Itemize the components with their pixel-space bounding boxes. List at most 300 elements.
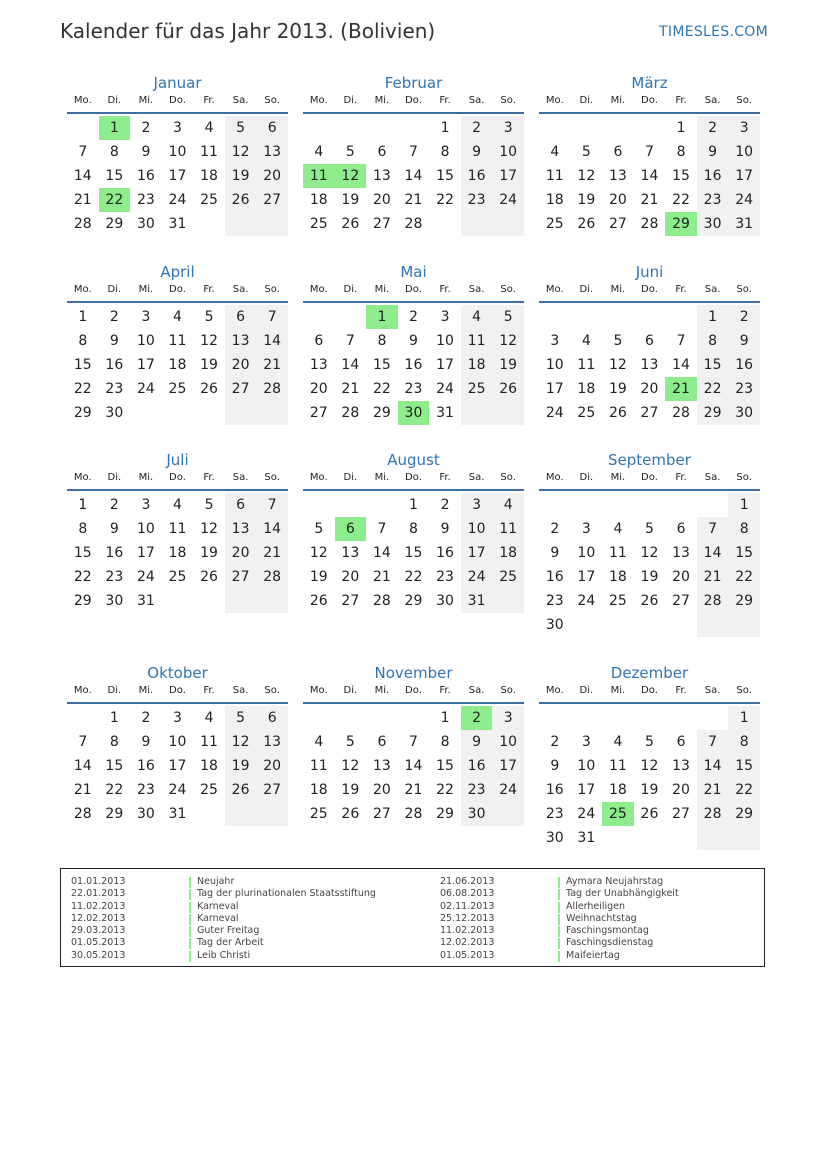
month-name: November	[374, 664, 453, 682]
weekday-label: Di.	[107, 284, 122, 295]
day-cell: 20	[372, 782, 391, 798]
holiday-day-cell: 25	[602, 802, 634, 826]
weekday-label: Mo.	[545, 95, 564, 106]
day-cell: 24	[545, 405, 564, 421]
weekday-label: Di.	[579, 472, 594, 483]
holiday-name: Weihnachtstag	[566, 912, 637, 924]
weekday-label: Mi.	[138, 95, 154, 106]
day-cell: 14	[640, 168, 659, 184]
holiday-marker	[189, 938, 191, 949]
weekday-label: Fr.	[675, 685, 687, 696]
weekday-label: So.	[500, 284, 516, 295]
day-grid	[67, 116, 288, 236]
holiday-marker	[189, 914, 191, 925]
day-cell: 9	[141, 734, 151, 750]
empty-day-cell	[634, 613, 666, 637]
day-cell: 25	[200, 782, 218, 798]
weekday-label: Di.	[579, 284, 594, 295]
page-title: Kalender für das Jahr 2013. (Bolivien)	[60, 19, 436, 43]
day-cell: 13	[225, 329, 257, 353]
empty-day-cell	[665, 305, 697, 329]
day-cell: 10	[492, 730, 524, 754]
day-cell: 1	[728, 706, 760, 730]
day-cell: 5	[345, 144, 355, 160]
holiday-date: 01.01.2013	[71, 876, 126, 887]
weekday-label: Fr.	[675, 472, 687, 483]
day-cell: 1	[78, 497, 88, 513]
day-cell: 19	[492, 353, 524, 377]
empty-day-cell	[728, 826, 760, 850]
weekday-label: Sa.	[468, 472, 485, 483]
day-cell: 10	[577, 758, 596, 774]
day-grid	[303, 305, 524, 425]
day-cell: 4	[173, 497, 182, 513]
weekday-label: So.	[264, 685, 280, 696]
holiday-name: Karneval	[197, 912, 239, 924]
empty-day-cell	[67, 116, 99, 140]
day-cell: 5	[581, 144, 591, 160]
day-cell: 15	[372, 357, 391, 373]
day-cell: 27	[372, 806, 391, 822]
day-cell: 2	[550, 521, 560, 537]
day-cell: 13	[309, 357, 328, 373]
day-cell: 6	[645, 333, 654, 349]
day-cell: 9	[550, 758, 560, 774]
holiday-name: Faschingsmontag	[566, 925, 649, 937]
day-cell: 7	[256, 493, 288, 517]
day-cell: 22	[105, 782, 124, 798]
day-cell: 22	[728, 778, 760, 802]
empty-day-cell	[634, 826, 666, 850]
day-grid	[303, 706, 524, 826]
weekday-label: Fr.	[439, 472, 451, 483]
day-cell: 24	[168, 192, 187, 208]
empty-day-cell	[602, 305, 634, 329]
day-cell: 4	[461, 305, 493, 329]
day-cell: 8	[109, 734, 119, 750]
month-name: Oktober	[147, 664, 208, 682]
holiday-day-cell: 29	[665, 212, 697, 236]
day-cell: 4	[613, 734, 623, 750]
day-cell: 13	[341, 545, 360, 561]
day-cell: 18	[200, 758, 218, 774]
day-cell: 12	[577, 168, 596, 184]
day-cell: 28	[372, 593, 391, 609]
holiday-marker	[558, 877, 560, 888]
day-cell: 14	[697, 754, 729, 778]
day-cell: 20	[640, 381, 659, 397]
day-cell: 29	[728, 802, 760, 826]
day-cell: 8	[409, 521, 418, 537]
holiday-name: Allerheiligen	[566, 900, 626, 912]
day-cell: 17	[168, 168, 187, 184]
day-cell: 3	[581, 521, 591, 537]
day-cell: 20	[341, 569, 360, 585]
month-juni	[539, 261, 760, 425]
month-name: August	[387, 451, 440, 469]
empty-day-cell	[461, 212, 493, 236]
empty-day-cell	[571, 613, 603, 637]
day-cell: 26	[577, 216, 596, 232]
day-cell: 31	[577, 830, 596, 846]
day-cell: 20	[672, 569, 690, 585]
holiday-marker	[189, 902, 191, 913]
day-cell: 2	[461, 116, 493, 140]
empty-day-cell	[634, 305, 666, 329]
day-cell: 2	[141, 710, 151, 726]
day-cell: 13	[672, 545, 690, 561]
day-cell: 2	[550, 734, 560, 750]
holiday-date: 12.02.2013	[440, 937, 495, 949]
month-name: Juni	[635, 263, 664, 281]
day-cell: 7	[256, 305, 288, 329]
day-cell: 20	[309, 381, 328, 397]
holiday-day-cell: 22	[99, 188, 131, 212]
empty-day-cell	[256, 401, 288, 425]
day-cell: 23	[545, 593, 564, 609]
empty-day-cell	[335, 493, 367, 517]
holiday-marker	[558, 902, 560, 913]
day-cell: 15	[404, 545, 423, 561]
day-cell: 11	[608, 545, 627, 561]
day-cell: 10	[136, 333, 155, 349]
day-cell: 7	[78, 734, 88, 750]
empty-day-cell	[571, 116, 603, 140]
day-cell: 25	[545, 216, 564, 232]
holiday-date: 30.05.2013	[71, 949, 126, 961]
holiday-date: 01.05.2013	[440, 949, 495, 961]
day-cell: 20	[225, 353, 257, 377]
day-cell: 6	[613, 144, 623, 160]
day-cell: 12	[200, 521, 218, 537]
weekday-label: So.	[500, 95, 516, 106]
weekday-label: Fr.	[203, 95, 215, 106]
day-cell: 3	[141, 497, 151, 513]
day-cell: 3	[550, 333, 560, 349]
day-cell: 7	[78, 144, 88, 160]
day-cell: 11	[577, 357, 596, 373]
day-cell: 2	[440, 497, 450, 513]
day-cell: 5	[314, 521, 324, 537]
weekday-label: Di.	[343, 95, 358, 106]
holiday-name: Maifeiertag	[566, 949, 620, 961]
month-januar	[67, 72, 288, 236]
day-cell: 19	[341, 782, 360, 798]
day-cell: 5	[225, 116, 257, 140]
day-cell: 15	[728, 754, 760, 778]
day-cell: 15	[73, 357, 92, 373]
day-cell: 23	[545, 806, 564, 822]
day-cell: 7	[697, 517, 729, 541]
holiday-date: 12.02.2013	[71, 912, 126, 924]
day-cell: 18	[168, 357, 187, 373]
day-cell: 15	[436, 758, 454, 774]
day-cell: 7	[377, 521, 387, 537]
month-november	[303, 662, 524, 826]
day-cell: 25	[461, 377, 493, 401]
day-cell: 19	[577, 192, 596, 208]
day-cell: 24	[577, 806, 596, 822]
weekday-header	[539, 684, 760, 704]
day-cell: 21	[73, 192, 92, 208]
day-grid	[539, 305, 760, 425]
day-cell: 28	[341, 405, 360, 421]
day-cell: 19	[225, 754, 257, 778]
empty-day-cell	[303, 706, 335, 730]
day-cell: 7	[345, 333, 355, 349]
holiday-day-cell: 30	[398, 401, 430, 425]
empty-day-cell	[162, 401, 194, 425]
weekday-label: Di.	[343, 472, 358, 483]
day-cell: 15	[697, 353, 729, 377]
day-cell: 27	[225, 377, 257, 401]
day-cell: 9	[141, 144, 151, 160]
day-cell: 4	[581, 333, 591, 349]
day-cell: 22	[73, 381, 92, 397]
empty-day-cell	[303, 305, 335, 329]
empty-day-cell	[256, 212, 288, 236]
day-cell: 12	[225, 140, 257, 164]
day-cell: 9	[728, 329, 760, 353]
empty-day-cell	[634, 706, 666, 730]
weekday-label: Mi.	[610, 95, 626, 106]
day-cell: 1	[728, 493, 760, 517]
day-cell: 1	[78, 309, 88, 325]
site-link[interactable]: TIMESLES.COM	[659, 24, 768, 40]
day-cell: 30	[728, 401, 760, 425]
weekday-label: Sa.	[704, 685, 721, 696]
day-cell: 30	[545, 830, 564, 846]
holiday-marker	[189, 877, 191, 888]
day-cell: 19	[640, 782, 659, 798]
empty-day-cell	[335, 116, 367, 140]
day-cell: 22	[436, 192, 454, 208]
empty-day-cell	[665, 706, 697, 730]
day-cell: 24	[728, 188, 760, 212]
day-cell: 30	[105, 593, 124, 609]
day-cell: 22	[73, 569, 92, 585]
holiday-marker	[558, 938, 560, 949]
day-cell: 29	[728, 589, 760, 613]
day-cell: 27	[640, 405, 659, 421]
day-cell: 29	[105, 806, 124, 822]
day-cell: 29	[105, 216, 124, 232]
day-cell: 6	[377, 734, 387, 750]
day-cell: 15	[105, 758, 124, 774]
day-cell: 29	[436, 806, 454, 822]
holiday-name: Karneval	[197, 900, 239, 912]
weekday-label: Mo.	[73, 284, 92, 295]
day-cell: 28	[404, 806, 423, 822]
day-cell: 26	[309, 593, 328, 609]
day-cell: 17	[436, 357, 454, 373]
day-grid	[303, 493, 524, 613]
day-cell: 21	[404, 192, 423, 208]
weekday-label: Sa.	[232, 685, 249, 696]
day-cell: 15	[672, 168, 690, 184]
month-name: September	[608, 451, 691, 469]
day-cell: 12	[200, 333, 218, 349]
day-cell: 13	[372, 168, 391, 184]
empty-day-cell	[461, 401, 493, 425]
day-cell: 23	[136, 192, 155, 208]
day-cell: 18	[608, 782, 627, 798]
day-cell: 16	[105, 545, 124, 561]
day-cell: 17	[577, 569, 596, 585]
day-cell: 25	[309, 216, 328, 232]
day-cell: 23	[105, 569, 124, 585]
day-cell: 26	[200, 569, 218, 585]
weekday-label: So.	[736, 472, 752, 483]
holiday-marker	[558, 914, 560, 925]
day-cell: 16	[728, 353, 760, 377]
empty-day-cell	[539, 706, 571, 730]
day-cell: 24	[492, 778, 524, 802]
weekday-header	[303, 94, 524, 114]
day-cell: 10	[577, 545, 596, 561]
weekday-label: Di.	[343, 685, 358, 696]
day-cell: 26	[341, 806, 360, 822]
day-cell: 23	[404, 381, 423, 397]
day-cell: 7	[697, 730, 729, 754]
holiday-marker	[189, 951, 191, 962]
day-cell: 10	[168, 144, 187, 160]
day-cell: 10	[545, 357, 564, 373]
day-cell: 28	[73, 806, 92, 822]
day-cell: 28	[697, 589, 729, 613]
day-cell: 1	[676, 120, 686, 136]
day-cell: 3	[173, 710, 182, 726]
day-cell: 20	[256, 754, 288, 778]
day-cell: 5	[204, 497, 214, 513]
day-cell: 6	[256, 706, 288, 730]
day-cell: 31	[168, 216, 187, 232]
weekday-label: Mo.	[309, 472, 328, 483]
day-cell: 29	[404, 593, 423, 609]
holiday-day-cell: 12	[335, 164, 367, 188]
day-cell: 14	[372, 545, 391, 561]
weekday-header	[67, 283, 288, 303]
day-cell: 2	[409, 309, 418, 325]
day-cell: 16	[545, 569, 564, 585]
day-cell: 26	[640, 593, 659, 609]
day-cell: 4	[204, 120, 214, 136]
day-cell: 28	[404, 216, 423, 232]
day-cell: 31	[461, 589, 493, 613]
day-cell: 27	[341, 593, 360, 609]
day-cell: 28	[672, 405, 690, 421]
empty-day-cell	[193, 401, 225, 425]
day-cell: 26	[225, 188, 257, 212]
holiday-day-cell: 1	[99, 116, 131, 140]
day-cell: 16	[461, 164, 493, 188]
empty-day-cell	[602, 826, 634, 850]
day-grid	[67, 706, 288, 826]
day-cell: 3	[492, 116, 524, 140]
empty-day-cell	[225, 802, 257, 826]
day-cell: 8	[377, 333, 387, 349]
day-cell: 13	[672, 758, 690, 774]
day-cell: 28	[73, 216, 92, 232]
day-cell: 17	[136, 545, 155, 561]
day-cell: 12	[309, 545, 328, 561]
holiday-name: Guter Freitag	[197, 925, 260, 937]
day-cell: 1	[697, 305, 729, 329]
empty-day-cell	[571, 493, 603, 517]
day-cell: 8	[109, 144, 119, 160]
day-cell: 31	[728, 212, 760, 236]
day-cell: 27	[608, 216, 627, 232]
day-cell: 22	[672, 192, 690, 208]
day-cell: 19	[200, 357, 218, 373]
day-cell: 24	[461, 565, 493, 589]
holiday-day-cell: 11	[303, 164, 335, 188]
day-cell: 26	[341, 216, 360, 232]
day-cell: 18	[492, 541, 524, 565]
day-cell: 17	[168, 758, 187, 774]
day-cell: 9	[440, 521, 450, 537]
holiday-name: Tag der plurinationalen Staatsstiftung	[197, 888, 376, 900]
weekday-label: Do.	[641, 284, 658, 295]
weekday-label: Sa.	[704, 284, 721, 295]
day-cell: 16	[404, 357, 423, 373]
day-cell: 9	[409, 333, 418, 349]
day-cell: 7	[676, 333, 686, 349]
empty-day-cell	[602, 116, 634, 140]
month-name: Juli	[166, 451, 189, 469]
day-cell: 26	[640, 806, 659, 822]
weekday-label: Di.	[579, 685, 594, 696]
day-cell: 15	[105, 168, 124, 184]
month-februar	[303, 72, 524, 236]
empty-day-cell	[130, 401, 162, 425]
day-cell: 30	[136, 216, 155, 232]
day-cell: 16	[136, 168, 155, 184]
day-cell: 10	[168, 734, 187, 750]
day-cell: 14	[73, 758, 92, 774]
day-cell: 14	[404, 758, 423, 774]
weekday-label: Mi.	[138, 284, 154, 295]
empty-day-cell	[429, 212, 461, 236]
month-april	[67, 261, 288, 425]
empty-day-cell	[193, 589, 225, 613]
weekday-label: Mi.	[610, 284, 626, 295]
day-cell: 30	[136, 806, 155, 822]
weekday-label: Fr.	[203, 685, 215, 696]
empty-day-cell	[539, 493, 571, 517]
weekday-label: Mi.	[138, 472, 154, 483]
empty-day-cell	[539, 116, 571, 140]
empty-day-cell	[728, 613, 760, 637]
day-cell: 24	[436, 381, 454, 397]
day-cell: 18	[168, 545, 187, 561]
day-cell: 1	[440, 710, 450, 726]
day-cell: 3	[728, 116, 760, 140]
day-grid	[539, 116, 760, 236]
day-cell: 14	[256, 329, 288, 353]
day-cell: 30	[697, 212, 729, 236]
day-cell: 30	[105, 405, 124, 421]
day-cell: 28	[697, 802, 729, 826]
empty-day-cell	[225, 589, 257, 613]
day-cell: 23	[697, 188, 729, 212]
day-cell: 22	[372, 381, 391, 397]
weekday-label: Mi.	[610, 472, 626, 483]
day-cell: 18	[461, 353, 493, 377]
day-cell: 9	[697, 140, 729, 164]
day-cell: 18	[545, 192, 564, 208]
day-cell: 6	[377, 144, 387, 160]
